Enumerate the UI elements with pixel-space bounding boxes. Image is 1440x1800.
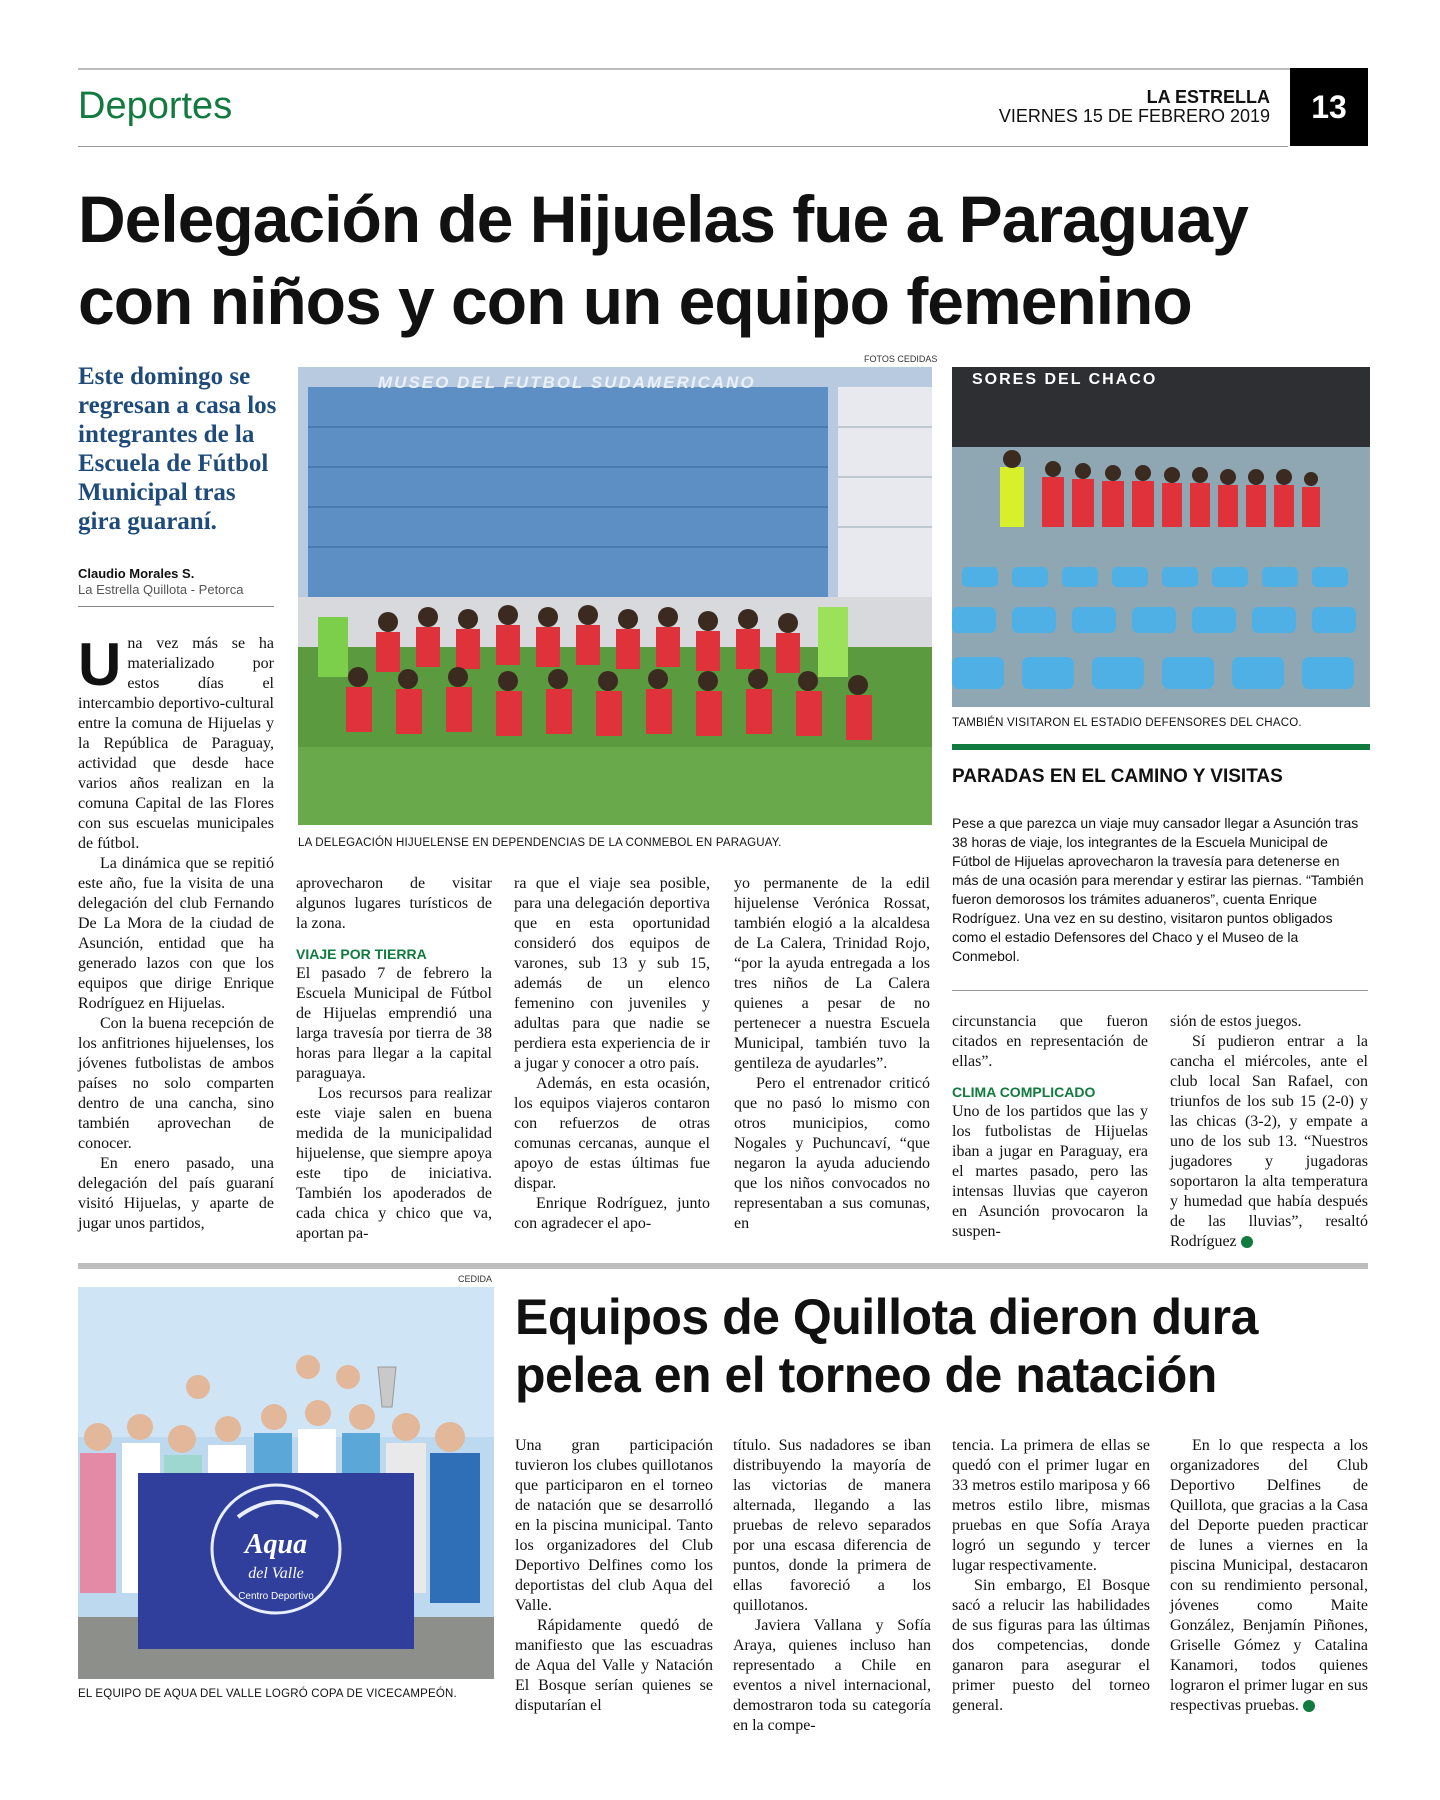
paragraph: título. Sus nadadores se iban distribuyendo la mayoría de las victorias de manera alternada, llegando a las pruebas de relevo separados por una escasa diferencia de puntos, donde la primera de ellas favoreció a los quillotanos.	[733, 1437, 931, 1614]
photo-credit-2: CEDIDA	[458, 1274, 493, 1284]
paragraph: Los recursos para realizar este viaje salen en buena medida de la municipalidad hijuelense, que siempre apoya este tipo de iniciativa. También los apoderados de cada chica y chico que va, aportan pa-	[296, 1085, 492, 1242]
sidebar-text: Pese a que parezca un viaje muy cansador llegar a Asunción tras 38 horas de viaje, los integrantes de la Escuela Municipal de Fútbol de Hijuelas aprovecharon la travesía para detenerse en más de una ocasión para merendar y estirar las piernas. “También fueron demorosos los trámites aduaneros”, cuenta Enrique Rodríguez. Una vez en su destino, visitaron puntos obligados como el estadio Defensores del Chaco y el Museo de la Conmebol.	[952, 815, 1364, 964]
article1-column-1	[78, 631, 274, 1234]
paragraph: En enero pasado, una delegación del país guaraní visitó Hijuelas, y aparte de jugar unos partidos,	[78, 1155, 274, 1232]
photo-delegation	[298, 367, 932, 825]
article2-column-1	[515, 1436, 713, 1716]
paragraph: na vez más se ha materializado por estos días el intercambio deportivo-cultural entre la comuna de Hijuelas y la República de Paraguay, actividad que desde hace varios años realizan en la comuna Capital de las Flores con sus escuelas municipales de fútbol.	[78, 635, 274, 852]
photo-stadium	[952, 367, 1370, 707]
author-name: Claudio Morales S.	[78, 566, 195, 581]
photo-stadium-caption: TAMBIÉN VISITARON EL ESTADIO DEFENSORES DEL CHACO.	[952, 717, 1302, 729]
paragraph-text: Sí pudieron entrar a la cancha el miércoles, ante el club local San Rafael, con triunfos de los sub 15 (2-0) y las chicas (3-2), y empate a uno de los sub 13. “Nuestros jugadores y jugadoras soportaron la alta temperatura y humedad que había después de las lluvias”, resaltó Rodríguez	[1170, 1033, 1368, 1250]
paragraph: El pasado 7 de febrero la Escuela Municipal de Fútbol de Hijuelas emprendió una larga travesía por tierra de 38 horas para llegar a la capital paraguaya.	[296, 965, 492, 1082]
sidebar-rule	[952, 744, 1370, 750]
subhead-clima: CLIMA COMPLICADO	[952, 1084, 1096, 1100]
photo-delegation-image	[298, 367, 932, 825]
end-mark-icon	[1303, 1700, 1315, 1712]
article2-column-2	[733, 1436, 931, 1736]
paragraph: Una gran participación tuvieron los clubes quillotanos que participaron en el torneo de natación que se desarrolló en la piscina municipal. Tanto los organizadores del Club Deportivo Delfines como los deportistas del club Aqua del Valle.	[515, 1437, 713, 1614]
paragraph: aprovecharon de visitar algunos lugares turísticos de la zona.	[296, 875, 492, 932]
photo-sign-museum: MUSEO DEL FUTBOL SUDAMERICANO	[378, 373, 756, 392]
article1-column-2	[296, 874, 492, 1244]
paragraph: La dinámica que se repitió este año, fue la visita de una delegación del club Fernando De La Mora de la ciudad de Asunción, entidad que ha generado lazos con que los equipos que dirige Enrique Rodríguez en Hijuelas.	[78, 855, 274, 1012]
masthead	[999, 88, 1270, 126]
sidebar-bottom-rule	[952, 990, 1368, 991]
paragraph: tencia. La primera de ellas se quedó con el primer lugar en 33 metros estilo mariposa y 66 metros estilo libre, mismas pruebas en que Sofía Araya logró un segundo y tercer lugar respectivamente.	[952, 1437, 1150, 1574]
photo-aqua-caption: EL EQUIPO DE AQUA DEL VALLE LOGRÓ COPA DE VICECAMPEÓN.	[78, 1688, 457, 1700]
dropcap: U	[78, 631, 122, 698]
article2-column-4	[1170, 1436, 1368, 1716]
photo-sign-stadium: SORES DEL CHACO	[972, 371, 1158, 388]
paragraph: Sin embargo, El Bosque sacó a relucir las habilidades de sus figuras para las últimas dos competencias, donde ganaron para asegurar el primer puesto del torneo general.	[952, 1577, 1150, 1714]
headline-2: Equipos de Quillota dieron dura pelea en el torneo de natación	[515, 1289, 1258, 1403]
paragraph: Pero el entrenador criticó que no pasó lo mismo con otros municipios, como Nogales y Puchuncaví, “que negaron la ayuda aduciendo que los niños convocados no representaban a sus comunas, en	[734, 1075, 930, 1232]
photo-stadium-image	[952, 367, 1370, 707]
photo-credit: FOTOS CEDIDAS	[864, 354, 938, 364]
byline	[78, 566, 278, 598]
article1-column-4	[734, 874, 930, 1234]
article1-column-3	[514, 874, 710, 1234]
paragraph: yo permanente de la edil hijuelense Verónica Rossat, también elogió a la alcaldesa de La Calera, Trinidad Rojo, “por la ayuda entregada a los tres niños de La Calera quienes a pesar de no pertenecer a nuestra Escuela Municipal, también tuvo la gentileza de ayudarles”.	[734, 875, 930, 1072]
paragraph: Uno de los partidos que las y los futbolistas de Hijuelas iban a jugar en Paraguay, era el martes pasado, pero las intensas lluvias que cayeron en Asunción provocaron la suspen-	[952, 1103, 1148, 1240]
subhead-viaje: VIAJE POR TIERRA	[296, 946, 427, 962]
paragraph: Además, en esta ocasión, los equipos viajeros contaron con refuerzos de otras comunas cercanas, aunque el apoyo de estas últimas fue dispar.	[514, 1075, 710, 1192]
paragraph: Enrique Rodríguez, junto con agradecer el apo-	[514, 1195, 710, 1232]
banner-del-valle: del Valle	[248, 1565, 304, 1582]
photo-delegation-caption: LA DELEGACIÓN HIJUELENSE EN DEPENDENCIAS DE LA CONMEBOL EN PARAGUAY.	[298, 837, 782, 849]
article2-column-3	[952, 1436, 1150, 1716]
paragraph	[1170, 1032, 1368, 1252]
article1-column-5	[952, 1012, 1148, 1242]
paragraph-text: En lo que respecta a los organizadores del Club Deportivo Delfines de Quillota, que gracias a la Casa del Deporte pueden practicar de lunes a viernes en la piscina Municipal, destacaron con su rendimiento personal, jóvenes como Maite González, Benjamín Piñones, Griselle Gómez y Catalina Kanamori, todos quienes lograron el primer lugar en sus respectivas pruebas.	[1170, 1437, 1368, 1714]
banner-aqua: Aqua	[244, 1529, 308, 1560]
paragraph: sión de estos juegos.	[1170, 1013, 1302, 1030]
deck: Este domingo se regresan a casa los integrantes de la Escuela de Fútbol Municipal tras gira guaraní.	[78, 363, 277, 535]
banner-centro-deportivo: Centro Deportivo	[238, 1591, 314, 1602]
paragraph: ra que el viaje sea posible, para una delegación deportiva que en esta oportunidad consideró dos equipos de varones, sub 13 y sub 15, además de un elenco femenino con juveniles y adultas para que nadie se perdiera esta experiencia de ir a jugar y conocer a otro país.	[514, 875, 710, 1072]
paragraph: Rápidamente quedó de manifiesto que las escuadras de Aqua del Valle y Natación El Bosque serían quienes se disputarían el	[515, 1617, 713, 1714]
byline-rule	[78, 606, 274, 607]
end-mark-icon	[1241, 1236, 1253, 1248]
sidebar-title: PARADAS EN EL CAMINO Y VISITAS	[952, 766, 1283, 787]
photo-aqua-team	[78, 1287, 494, 1679]
article1-column-6	[1170, 1012, 1368, 1252]
publication-name: LA ESTRELLA	[1146, 87, 1270, 107]
headline: Delegación de Hijuelas fue a Paraguay con niños y con un equipo femenino	[78, 182, 1248, 338]
header-rule	[78, 146, 1288, 147]
article-divider	[78, 1263, 1368, 1269]
page-number: 13	[1290, 68, 1368, 146]
paragraph	[1170, 1436, 1368, 1716]
paragraph: circunstancia que fueron citados en representación de ellas”.	[952, 1013, 1148, 1070]
issue-date: VIERNES 15 DE FEBRERO 2019	[998, 106, 1270, 126]
paragraph: Con la buena recepción de los anfitriones hijuelenses, los jóvenes futbolistas de ambos países no solo comparten dentro de una cancha, sino también aprovechan de conocer.	[78, 1015, 274, 1152]
author-org: La Estrella Quillota - Petorca	[78, 582, 244, 597]
paragraph: Javiera Vallana y Sofía Araya, quienes incluso han representado a Chile en eventos a nivel internacional, demostraron toda su categoría en la compe-	[733, 1617, 931, 1734]
section-title: Deportes	[78, 85, 233, 127]
photo-aqua-team-image	[78, 1287, 494, 1679]
top-rule	[78, 68, 1368, 70]
